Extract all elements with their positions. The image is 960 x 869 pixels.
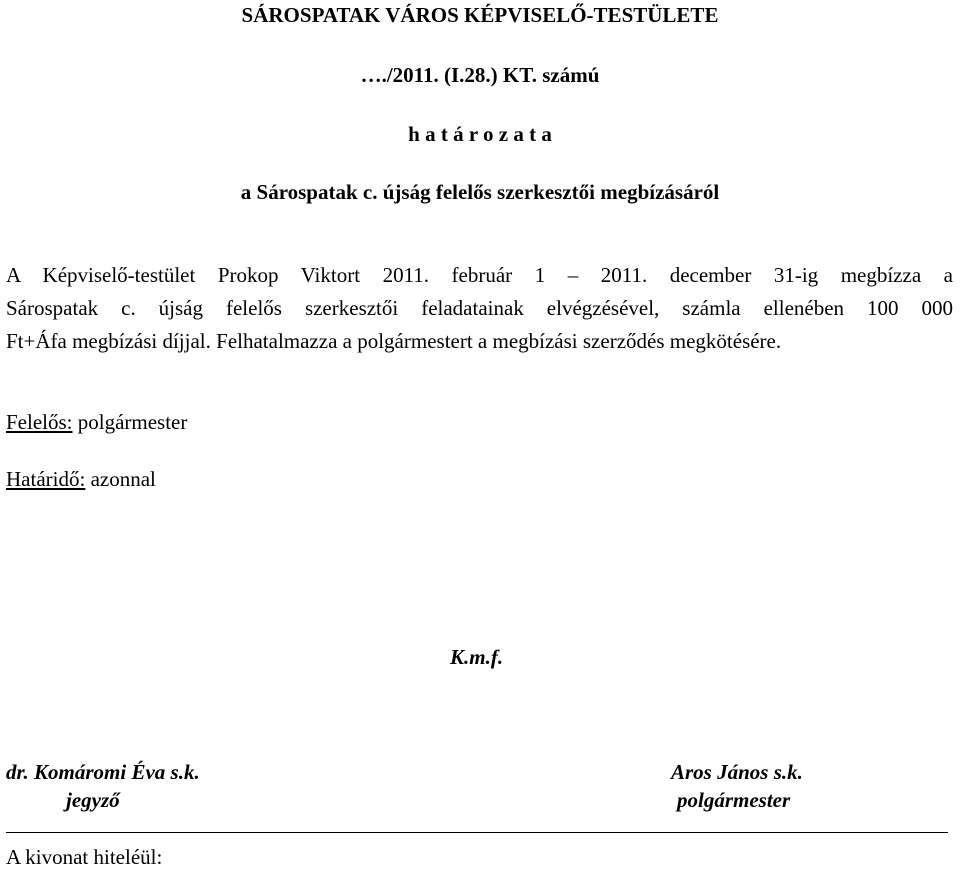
deadline-row <box>6 467 156 491</box>
deadline-label: Határidő: <box>6 467 86 491</box>
resolution-heading: h a t á r o z a t a <box>408 122 552 146</box>
divider-line <box>6 832 948 833</box>
notary-name: dr. Komáromi Éva s.k. <box>6 760 200 784</box>
council-title: SÁROSPATAK VÁROS KÉPVISELŐ-TESTÜLETE <box>241 3 719 27</box>
resolution-number: …./2011. (I.28.) KT. számú <box>360 63 600 87</box>
resolution-subject: a Sárospatak c. újság felelős szerkesztői megbízásáról <box>240 180 720 204</box>
mayor-title: polgármester <box>677 788 791 812</box>
responsible-row <box>6 410 187 434</box>
responsible-value: polgármester <box>72 410 188 434</box>
kmf-mark: K.m.f. <box>450 645 504 669</box>
notary-title: jegyző <box>66 788 120 812</box>
body-line-1: A Képviselő-testület Prokop Viktort 2011. február 1 – 2011. december 31-ig megbízza a <box>6 263 953 287</box>
certified-label: A kivonat hiteléül: <box>6 845 163 869</box>
responsible-label: Felelős: <box>6 410 73 434</box>
mayor-name: Aros János s.k. <box>671 760 803 784</box>
body-line-2: Sárospatak c. újság felelős szerkesztői feladatainak elvégzésével, számla ellenében 100 000 <box>6 296 953 320</box>
body-line-3: Ft+Áfa megbízási díjjal. Felhatalmazza a polgármestert a megbízási szerződés megkötésére. <box>6 329 782 353</box>
deadline-value: azonnal <box>85 467 156 491</box>
